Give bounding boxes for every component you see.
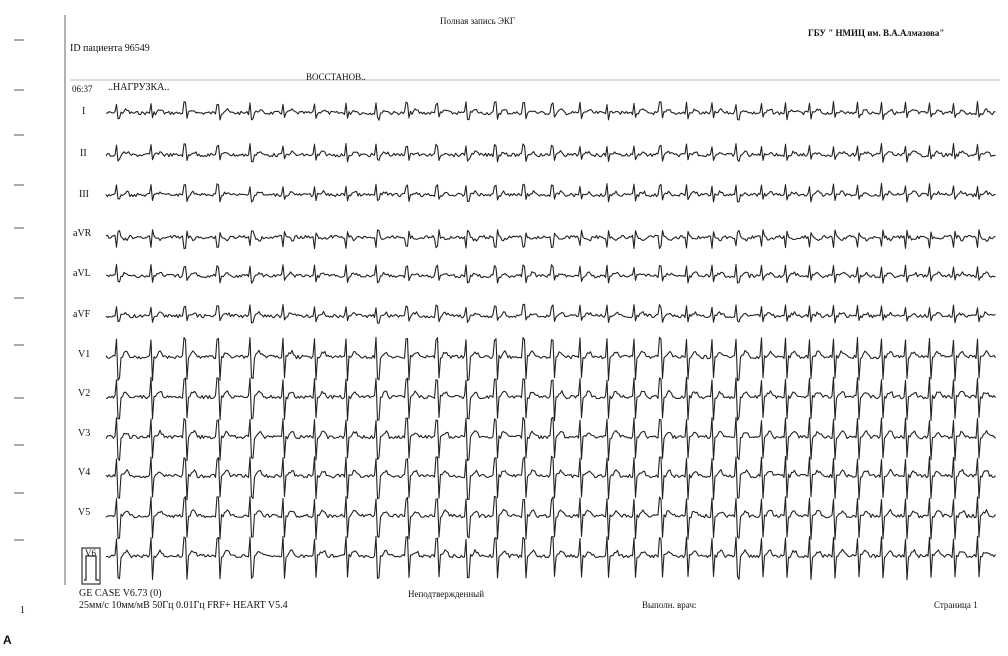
- device-info: GE CASE V6.73 (0): [79, 588, 162, 599]
- phase-time: 06:37: [72, 84, 93, 94]
- report-title: Полная запись ЭКГ: [440, 16, 516, 26]
- figure-label: A: [3, 633, 12, 647]
- lead-label-v5: V5: [78, 507, 91, 518]
- ecg-trace-avl: [106, 264, 996, 283]
- ecg-trace-ii: [106, 144, 996, 163]
- ecg-trace-avf: [106, 304, 996, 323]
- ecg-trace-v6: [106, 536, 996, 579]
- lead-label-avr: aVR: [73, 228, 92, 239]
- patient-id: ID пациента 96549: [70, 43, 150, 54]
- left-margin-marks: [14, 40, 24, 540]
- lead-label-v6: V6: [85, 548, 96, 558]
- phase-recovery: ВОССТАНОВ..: [306, 72, 366, 82]
- ecg-trace-v2: [106, 377, 996, 420]
- ecg-trace-v5: [106, 496, 996, 539]
- lead-label-v2: V2: [78, 388, 91, 399]
- ecg-traces: [106, 101, 996, 579]
- lead-label-v4: V4: [78, 467, 91, 478]
- lead-label-v3: V3: [78, 428, 91, 439]
- ecg-trace-v3: [106, 417, 996, 460]
- lead-label-avf: aVF: [73, 309, 91, 320]
- margin-mark: 1: [20, 605, 25, 616]
- phase-load: ..НАГРУЗКА..: [108, 82, 170, 93]
- confirmation-status: Неподтвержденный: [408, 589, 485, 599]
- lead-label-v1: V1: [78, 349, 91, 360]
- ecg-trace-i: [106, 101, 996, 120]
- lead-label-avl: aVL: [73, 268, 91, 279]
- ecg-trace-v1: [106, 337, 996, 380]
- lead-label-iii: III: [79, 189, 89, 200]
- lead-label-i: I: [82, 106, 86, 117]
- lead-label-ii: II: [80, 148, 87, 159]
- page-number: Страница 1: [934, 600, 978, 610]
- institution-name: ГБУ " НМИЦ им. В.А.Алмазова": [808, 28, 945, 38]
- ecg-trace-v4: [106, 456, 996, 499]
- performing-doctor: Выполн. врач:: [642, 600, 697, 610]
- ecg-trace-iii: [106, 183, 996, 202]
- record-settings: 25мм/с 10мм/мВ 50Гц 0.01Гц FRF+ HEART V5.4: [79, 600, 288, 611]
- ecg-trace-avr: [106, 230, 996, 249]
